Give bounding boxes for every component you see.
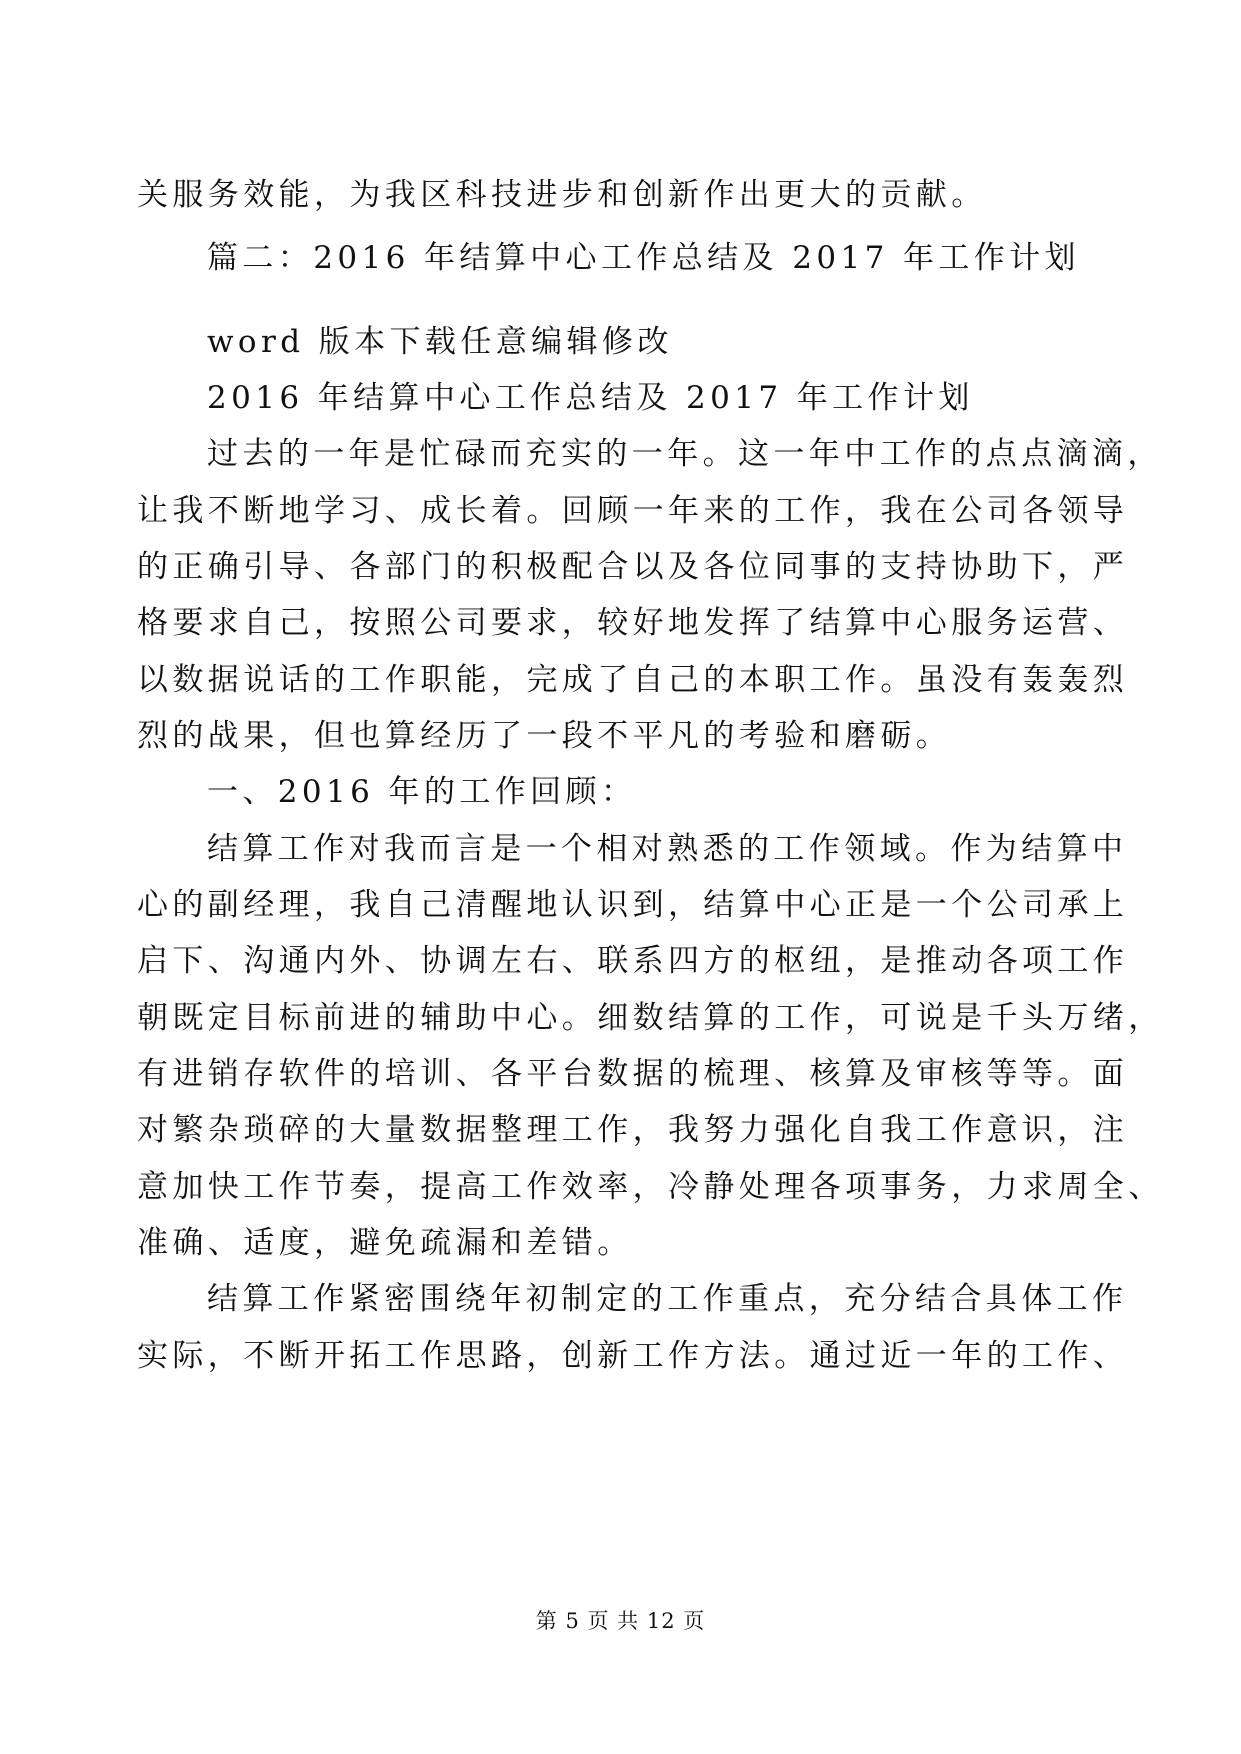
paragraph-line-7: 的正确引导、各部门的积极配合以及各位同事的支持协助下，严: [137, 549, 1129, 585]
document-title-line: 2016 年结算中心工作总结及 2017 年工作计划: [207, 380, 974, 416]
paragraph-line-12: 结算工作对我而言是一个相对熟悉的工作领域。作为结算中: [207, 831, 1128, 867]
paragraph-line-18: 意加快工作节奏，提高工作效率，冷静处理各项事务，力求周全、: [137, 1169, 1164, 1205]
subtitle-line: word 版本下载任意编辑修改: [207, 324, 673, 360]
paragraph-line-6: 让我不断地学习、成长着。回顾一年来的工作，我在公司各领导: [137, 493, 1129, 529]
paragraph-line-16: 有进销存软件的培训、各平台数据的梳理、核算及审核等等。面: [137, 1056, 1129, 1092]
paragraph-line-20: 结算工作紧密围绕年初制定的工作重点，充分结合具体工作: [207, 1281, 1128, 1317]
section-heading-line: 篇二：2016 年结算中心工作总结及 2017 年工作计划: [207, 240, 1080, 276]
paragraph-line-19: 准确、适度，避免疏漏和差错。: [137, 1225, 633, 1261]
paragraph-line-13: 心的副经理，我自己清醒地认识到，结算中心正是一个公司承上: [137, 887, 1129, 923]
page-number-footer: 第 5 页 共 12 页: [535, 1609, 706, 1633]
paragraph-line-17: 对繁杂琐碎的大量数据整理工作，我努力强化自我工作意识，注: [137, 1112, 1129, 1148]
paragraph-line-5: 过去的一年是忙碌而充实的一年。这一年中工作的点点滴滴，: [207, 436, 1163, 472]
paragraph-line-10: 烈的战果，但也算经历了一段不平凡的考验和磨砺。: [137, 718, 952, 754]
paragraph-line-9: 以数据说话的工作职能，完成了自己的本职工作。虽没有轰轰烈: [137, 662, 1129, 698]
paragraph-line-1: 关服务效能，为我区科技进步和创新作出更大的贡献。: [137, 177, 987, 213]
paragraph-line-14: 启下、沟通内外、协调左右、联系四方的枢纽，是推动各项工作: [137, 943, 1129, 979]
section-heading-2016-review: 一、2016 年的工作回顾：: [207, 774, 637, 810]
paragraph-line-15: 朝既定目标前进的辅助中心。细数结算的工作，可说是千头万绪，: [137, 1000, 1164, 1036]
paragraph-line-8: 格要求自己，按照公司要求，较好地发挥了结算中心服务运营、: [137, 605, 1129, 641]
paragraph-line-21: 实际，不断开拓工作思路，创新工作方法。通过近一年的工作、: [137, 1338, 1129, 1374]
